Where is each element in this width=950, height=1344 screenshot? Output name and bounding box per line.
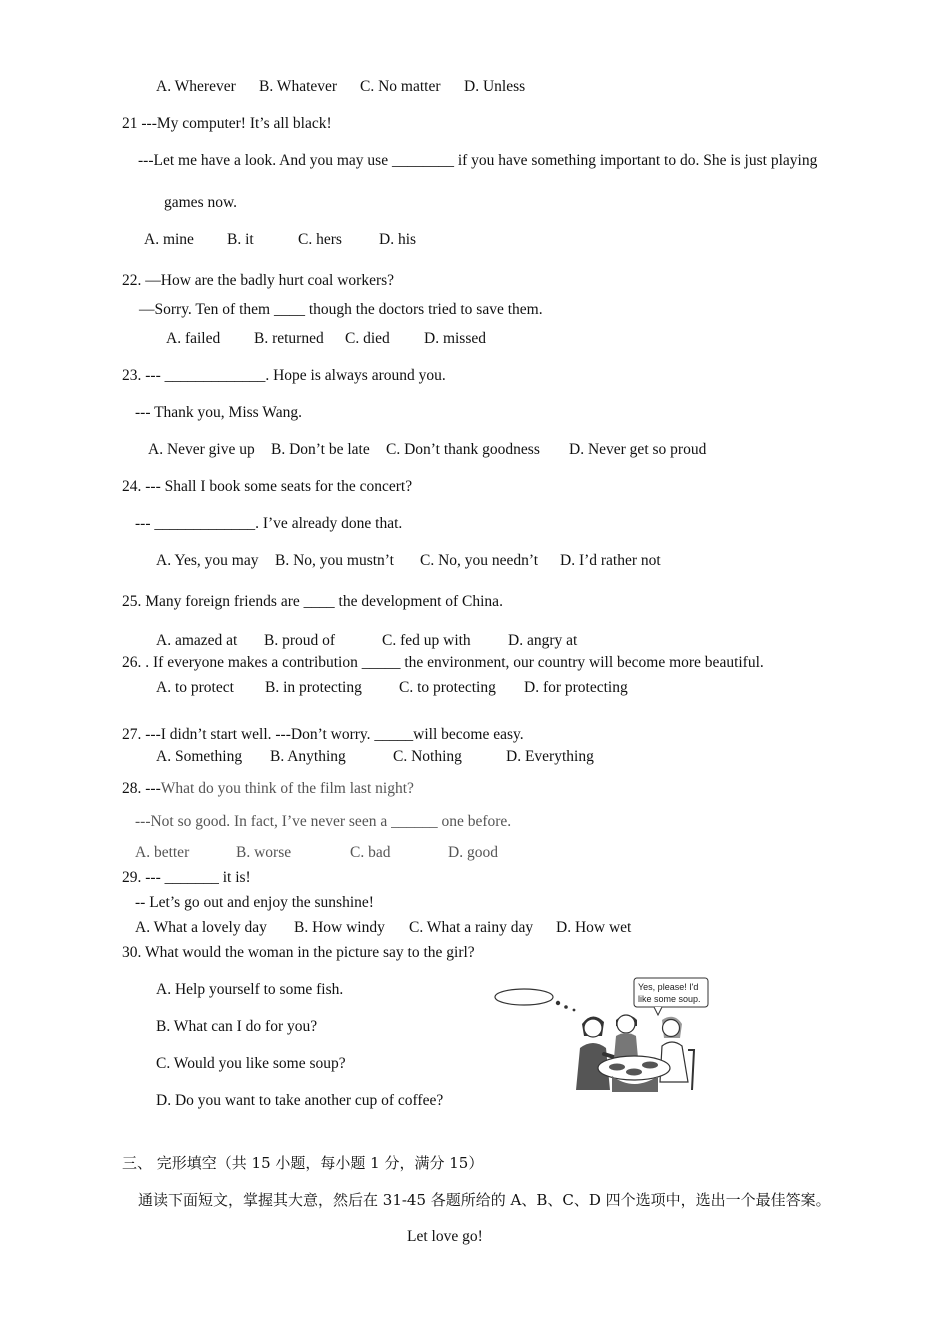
q22-options [166, 329, 486, 349]
option-a: A. Something [156, 748, 243, 765]
q24-options [156, 551, 661, 571]
plate [642, 1062, 658, 1069]
q29-reply: -- Let’s go out and enjoy the sunshine! [135, 894, 374, 911]
option-c: C. Don’t thank goodness [386, 441, 540, 458]
thought-cloud-icon [495, 989, 553, 1005]
option-b: B. in protecting [265, 679, 362, 696]
option-d: D. I’d rather not [560, 552, 661, 569]
q23-reply: --- Thank you, Miss Wang. [135, 404, 302, 421]
option-c: C. What a rainy day [409, 919, 534, 936]
option-c: C. Would you like some soup? [156, 1055, 346, 1072]
q28-reply: ---Not so good. In fact, I’ve never seen a ______ one before. [135, 813, 512, 830]
option-d: D. for protecting [524, 679, 628, 696]
q26-stem: 26. . If everyone makes a contribution _____ the environment, our country will become more beautiful. [122, 654, 764, 671]
q30-stem: 30. What would the woman in the picture say to the girl? [122, 944, 475, 961]
option-d: D. Everything [506, 748, 594, 765]
bubble-line-1: Yes, please! I'd [638, 982, 699, 992]
plate [626, 1069, 642, 1076]
option-b: B. returned [254, 330, 324, 347]
option-a: A. failed [166, 330, 221, 347]
section-heading: 三、 完形填空（共 15 小题，每小题 1 分，满分 15） [122, 1154, 484, 1172]
q22-stem: 22. —How are the badly hurt coal workers? [122, 272, 395, 289]
option-a: A. mine [144, 231, 194, 248]
option-d: D. How wet [556, 919, 632, 936]
q24-stem: 24. --- Shall I book some seats for the concert? [122, 478, 413, 495]
q21-options [144, 230, 416, 250]
option-c: C. No, you needn’t [420, 552, 539, 569]
q28-options [135, 843, 498, 863]
q21-reply-cont: games now. [164, 194, 238, 211]
option-d: D. good [448, 844, 498, 861]
option-d: D. his [379, 231, 417, 248]
option-a: A. amazed at [156, 632, 238, 649]
q28-question: What do you think of the film last night? [160, 780, 414, 797]
q23-stem: 23. --- _____________. Hope is always around you. [122, 367, 446, 384]
option-c: C. No matter [360, 78, 441, 95]
option-c: C. bad [350, 844, 391, 861]
q25-options [156, 631, 577, 651]
option-b: B. worse [236, 844, 292, 861]
q21-reply: ---Let me have a look. And you may use ________ if you have something important to do. She is just playing [138, 152, 818, 169]
option-b: B. No, you mustn’t [275, 552, 394, 569]
option-c: C. Nothing [393, 748, 462, 765]
option-b: B. Don’t be late [271, 441, 370, 458]
q23-options [148, 440, 706, 460]
q22-reply: —Sorry. Ten of them ____ though the doctors tried to save them. [139, 301, 543, 318]
option-d: D. angry at [508, 632, 578, 649]
girl-figure [660, 1017, 694, 1090]
option-c: C. to protecting [399, 679, 496, 696]
q27-stem: 27. ---I didn’t start well. ---Don’t worry. _____will become easy. [122, 726, 524, 743]
option-a: A. better [135, 844, 190, 861]
q21-stem: 21 ---My computer! It’s all black! [122, 115, 332, 132]
q20-options [156, 77, 525, 97]
q29-options [135, 918, 631, 938]
option-a: A. to protect [156, 679, 234, 696]
option-c: C. hers [298, 231, 342, 248]
option-b: B. it [227, 231, 254, 248]
option-d: D. Never get so proud [569, 441, 707, 458]
option-b: B. Whatever [259, 78, 338, 95]
option-b: B. How windy [294, 919, 385, 936]
q28-stem [122, 779, 414, 799]
option-b: B. What can I do for you? [156, 1018, 318, 1035]
q26-options [156, 678, 628, 698]
option-d: D. Unless [464, 78, 526, 95]
boy-figure [614, 1015, 638, 1058]
q28-number: 28. --- [122, 780, 161, 797]
option-c: C. died [345, 330, 390, 347]
q27-options [156, 747, 594, 767]
option-c: C. fed up with [382, 632, 471, 649]
section-instruction: 通读下面短文，掌握其大意，然后在 31-45 各题所给的 A、B、C、D 四个选项中，选出一个最佳答案。 [138, 1191, 831, 1209]
plate [609, 1064, 625, 1071]
table [598, 1056, 670, 1080]
option-b: B. proud of [264, 632, 336, 649]
speech-bubble [634, 978, 708, 1015]
option-a: A. Wherever [156, 78, 236, 95]
option-b: B. Anything [270, 748, 346, 765]
option-d: D. missed [424, 330, 486, 347]
q25-stem: 25. Many foreign friends are ____ the development of China. [122, 593, 503, 610]
option-a: A. Never give up [148, 441, 255, 458]
option-a: A. What a lovely day [135, 919, 267, 936]
passage-title: Let love go! [407, 1228, 483, 1245]
q29-stem: 29. --- _______ it is! [122, 869, 251, 886]
q24-reply: --- _____________. I’ve already done that. [135, 515, 403, 532]
option-a: A. Help yourself to some fish. [156, 981, 344, 998]
option-d: D. Do you want to take another cup of coffee? [156, 1092, 444, 1109]
option-a: A. Yes, you may [156, 552, 259, 569]
bubble-line-2: like some soup. [638, 994, 701, 1004]
dinner-scene-illustration [492, 972, 712, 1094]
